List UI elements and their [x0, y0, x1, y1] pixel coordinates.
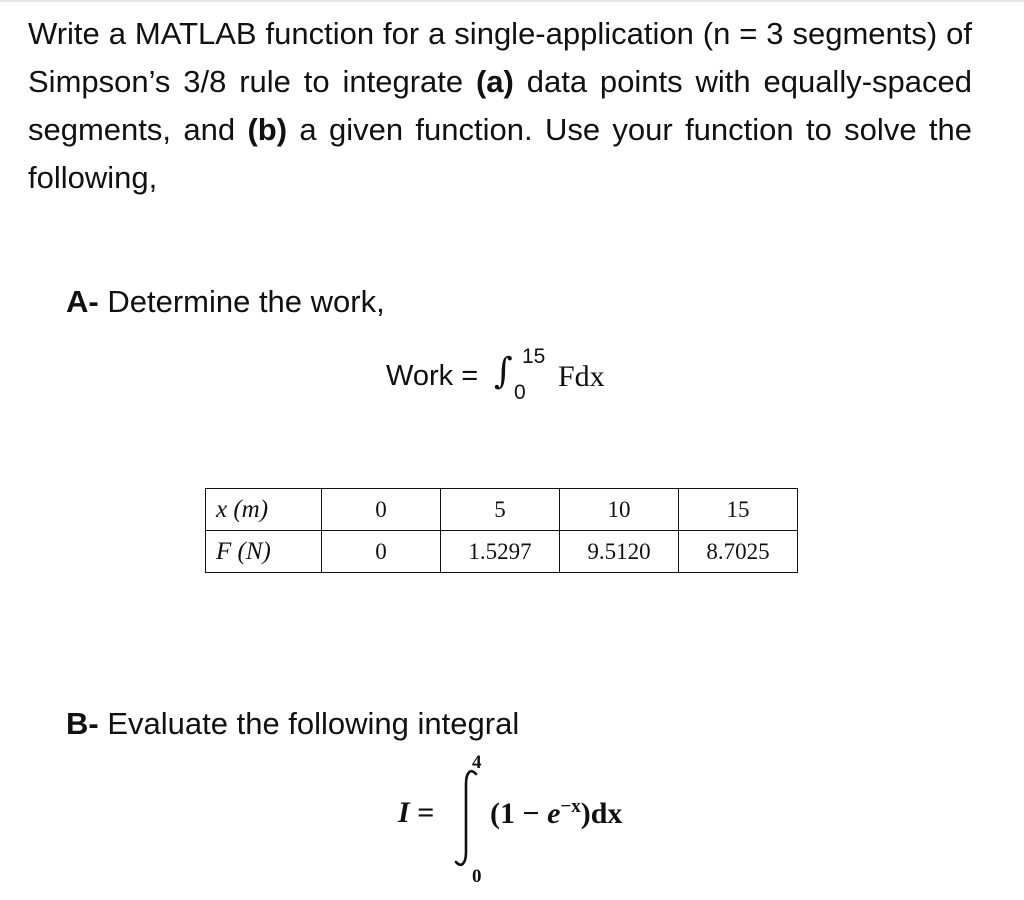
section-b-title: Evaluate the following integral	[98, 706, 520, 741]
problem-text-3: a given function. Use your function to solve the following,	[28, 112, 972, 195]
integral-sign: ∫	[494, 351, 513, 392]
work-upper-limit: 15	[522, 345, 546, 368]
part-a-marker: (a)	[475, 64, 514, 99]
integrand-exponent: −x	[560, 796, 581, 817]
table-cell: 10	[560, 489, 679, 531]
integrand	[490, 796, 622, 831]
integrand-base: e	[547, 797, 561, 830]
table-cell: 1.5297	[441, 531, 560, 573]
part-b-marker: (b)	[247, 112, 288, 147]
section-b-heading	[66, 706, 519, 742]
problem-text-1: Write a MATLAB function for a single-application (n = 3 segments) of Simpson’s 3/8 rule to integrate	[28, 16, 972, 99]
table-cell: 0	[322, 489, 441, 531]
table-cell: 8.7025	[679, 531, 798, 573]
section-b-label: B-	[66, 706, 99, 741]
section-a-label: A-	[66, 284, 99, 319]
work-formula	[386, 345, 646, 405]
page-top-border	[0, 0, 1024, 2]
table-row	[206, 489, 798, 531]
table-row	[206, 531, 798, 573]
integral-lower-limit: 0	[472, 866, 482, 887]
force-displacement-table	[205, 488, 798, 573]
integral-equals: =	[409, 796, 435, 829]
section-a-title: Determine the work,	[98, 284, 385, 319]
integral-formula	[398, 752, 718, 892]
integral-sign-icon	[452, 768, 480, 868]
integrand-close: )dx	[580, 797, 623, 830]
table-cell: 0	[322, 531, 441, 573]
work-formula-lhs: Work =	[386, 360, 479, 392]
table-cell: 5	[441, 489, 560, 531]
integral-lhs	[398, 796, 434, 830]
integral-upper-limit: 4	[472, 752, 482, 773]
table-cell: 15	[679, 489, 798, 531]
problem-statement	[28, 10, 972, 202]
table-cell: 9.5120	[560, 531, 679, 573]
row-header-x: x (m)	[206, 489, 322, 531]
work-lower-limit: 0	[514, 381, 526, 404]
row-header-f: F (N)	[206, 531, 322, 573]
problem-text-2: data points with equally-spaced segments, and	[28, 64, 972, 147]
section-a-heading	[66, 284, 385, 320]
integral-variable: I	[398, 796, 410, 829]
integrand-open: (1 −	[490, 797, 548, 830]
work-integrand: Fdx	[558, 360, 605, 393]
